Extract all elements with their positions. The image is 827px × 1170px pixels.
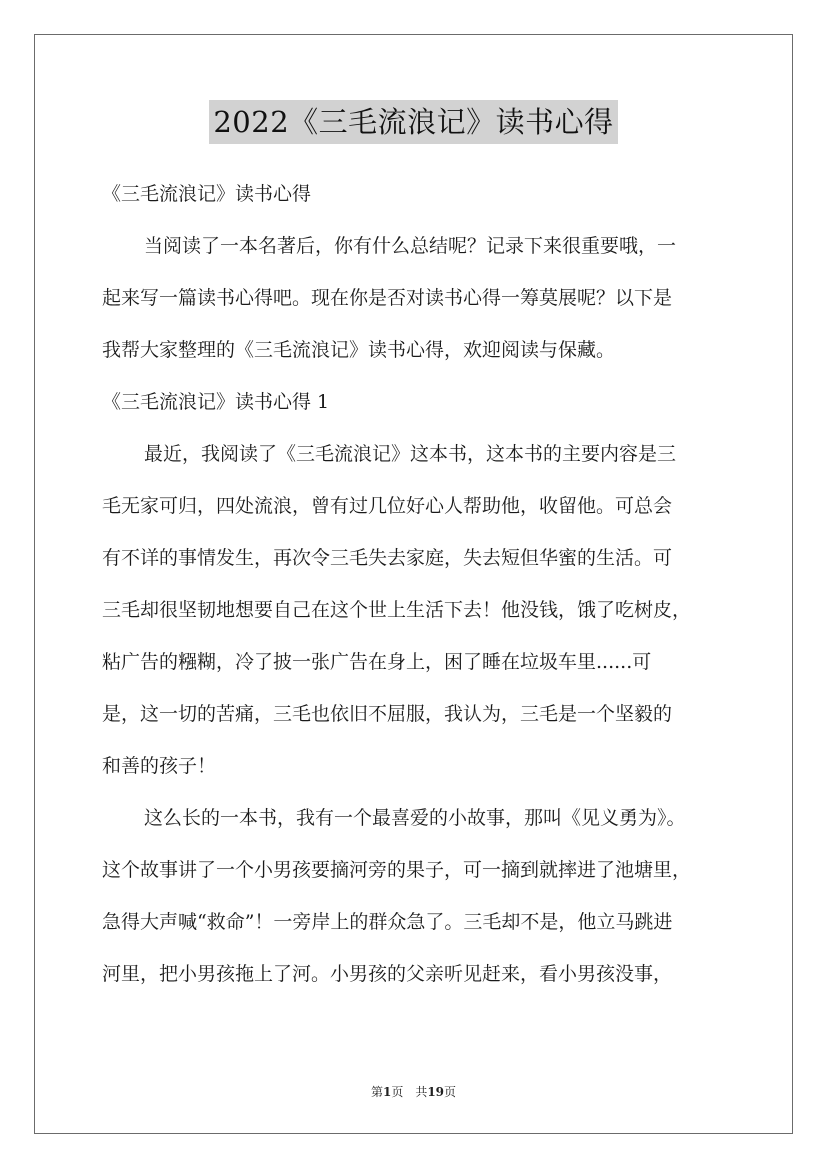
paragraph-line: 急得大声喊“救命”！一旁岸上的群众急了。三毛却不是，他立马跳进: [102, 911, 673, 933]
paragraph-line: 毛无家可归，四处流浪，曾有过几位好心人帮助他，收留他。可总会: [102, 495, 673, 517]
page-prefix: 第: [370, 1085, 383, 1099]
intro-line: 起来写一篇读书心得吧。现在你是否对读书心得一筹莫展呢？以下是: [102, 287, 673, 309]
paragraph-2: [102, 802, 742, 990]
current-page-number: 1: [382, 1085, 392, 1099]
paragraph-line: 是，这一切的苦痛，三毛也依旧不屈服，我认为，三毛是一个坚毅的: [102, 703, 673, 725]
page-mid: 页 共: [391, 1085, 428, 1099]
intro-line: 我帮大家整理的《三毛流浪记》读书心得，欢迎阅读与保藏。: [102, 339, 616, 361]
paragraph-line: 粘广告的糨糊，冷了披一张广告在身上，困了睡在垃圾车里......可: [102, 651, 652, 673]
paragraph-line: 有不详的事情发生，再次令三毛失去家庭，失去短但华蜜的生活。可: [102, 547, 673, 569]
paragraph-line: 这么长的一本书，我有一个最喜爱的小故事，那叫《见义勇为》。: [144, 807, 686, 829]
section-heading: 《三毛流浪记》读书心得 1: [102, 391, 330, 413]
paragraph-line: 最近，我阅读了《三毛流浪记》这本书，这本书的主要内容是三: [144, 443, 677, 465]
paragraph-line: 这个故事讲了一个小男孩要摘河旁的果子，可一摘到就摔进了池塘里，: [102, 859, 692, 881]
document-body: [102, 178, 742, 1010]
paragraph-line: 河里，把小男孩拖上了河。小男孩的父亲听见赶来，看小男孩没事，: [102, 963, 673, 985]
paragraph-line: 三毛却很坚韧地想要自己在这个世上生活下去！他没钱，饿了吃树皮，: [102, 599, 692, 621]
page-footer: [0, 1084, 827, 1100]
document-title: [0, 100, 827, 144]
page-suffix: 页: [444, 1085, 457, 1099]
paragraph-line: 和善的孩子！: [102, 755, 217, 777]
total-page-count: 19: [427, 1085, 445, 1099]
title-text: 2022《三毛流浪记》读书心得: [209, 100, 617, 144]
subtitle: 《三毛流浪记》读书心得: [102, 183, 312, 205]
intro-paragraph: [102, 230, 742, 366]
intro-line: 当阅读了一本名著后，你有什么总结呢？记录下来很重要哦，一: [144, 235, 677, 257]
paragraph-1: [102, 438, 742, 782]
